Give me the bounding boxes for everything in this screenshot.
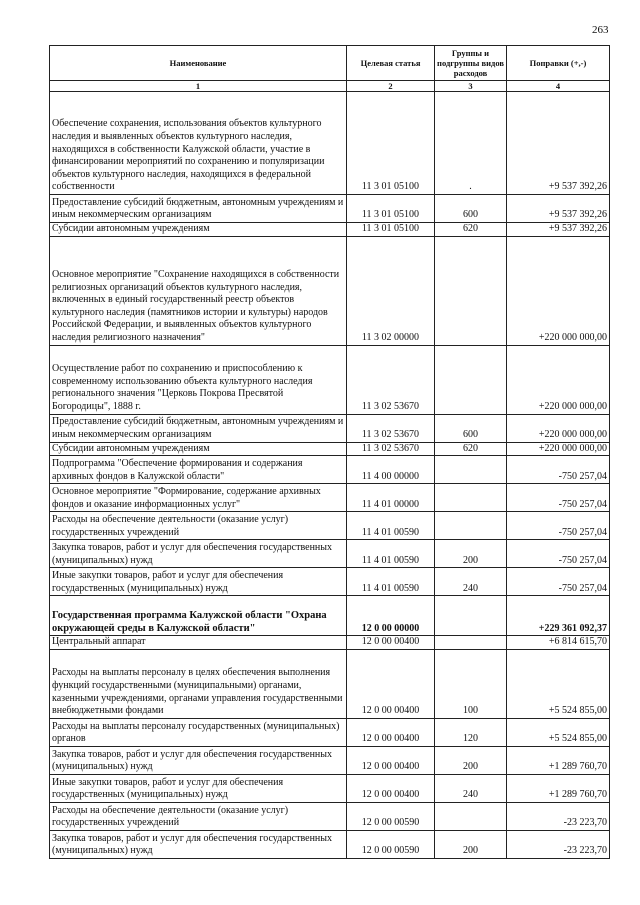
page-number: 263 xyxy=(592,24,609,36)
row-amount: -750 257,04 xyxy=(507,456,610,484)
row-name: Обеспечение сохранения, использования объектов культурного наследия и выявленных объектов культурного наследия, находящихся в собственности Калужской области, участие в финансировании мероприятий по сохранению и популяризации объектов культурного наследия, находящихся в федеральной собственности xyxy=(50,92,347,195)
table-row xyxy=(50,345,610,414)
row-amount: +1 289 760,70 xyxy=(507,746,610,774)
row-name: Закупка товаров, работ и услуг для обеспечения государственных (муниципальных) нужд xyxy=(50,540,347,568)
row-name: Расходы на обеспечение деятельности (оказание услуг) государственных учреждений xyxy=(50,512,347,540)
row-target-code: 12 0 00 00400 xyxy=(347,718,435,746)
header-target: Целевая статья xyxy=(347,46,435,81)
row-name: Расходы на выплаты персоналу государственных (муниципальных) органов xyxy=(50,718,347,746)
column-number-row xyxy=(50,81,610,92)
col-number-1: 1 xyxy=(50,81,347,92)
row-amount: +229 361 092,37 xyxy=(507,596,610,636)
table-row xyxy=(50,456,610,484)
row-target-code: 12 0 00 00590 xyxy=(347,802,435,830)
row-group: 240 xyxy=(435,774,507,802)
row-target-code: 11 3 01 05100 xyxy=(347,92,435,195)
row-target-code: 12 0 00 00400 xyxy=(347,636,435,650)
table-row xyxy=(50,236,610,345)
header-name: Наименование xyxy=(50,46,347,81)
row-target-code: 12 0 00 00400 xyxy=(347,774,435,802)
row-target-code: 11 3 02 53670 xyxy=(347,345,435,414)
row-group: 120 xyxy=(435,718,507,746)
table-row xyxy=(50,442,610,456)
table-row xyxy=(50,649,610,718)
row-group xyxy=(435,456,507,484)
row-group xyxy=(435,512,507,540)
row-target-code: 12 0 00 00590 xyxy=(347,830,435,858)
row-target-code: 11 4 01 00590 xyxy=(347,568,435,596)
row-target-code: 11 3 01 05100 xyxy=(347,195,435,223)
row-group: 620 xyxy=(435,442,507,456)
row-amount: -750 257,04 xyxy=(507,568,610,596)
row-name: Иные закупки товаров, работ и услуг для обеспечения государственных (муниципальных) нужд xyxy=(50,568,347,596)
row-amount: +220 000 000,00 xyxy=(507,442,610,456)
table-row xyxy=(50,802,610,830)
row-amount: +220 000 000,00 xyxy=(507,414,610,442)
row-amount: +220 000 000,00 xyxy=(507,345,610,414)
row-group xyxy=(435,484,507,512)
header-groups: Группы и подгруппы видов расходов xyxy=(435,46,507,81)
row-name: Расходы на обеспечение деятельности (оказание услуг) государственных учреждений xyxy=(50,802,347,830)
header-amendments: Поправки (+,-) xyxy=(507,46,610,81)
col-number-4: 4 xyxy=(507,81,610,92)
row-group xyxy=(435,802,507,830)
header-row xyxy=(50,46,610,81)
table-row xyxy=(50,718,610,746)
table-row xyxy=(50,223,610,237)
row-amount: +9 537 392,26 xyxy=(507,195,610,223)
row-group: 200 xyxy=(435,746,507,774)
table-row xyxy=(50,92,610,195)
row-name: Основное мероприятие "Сохранение находящихся в собственности религиозных организаций объектов культурного наследия, включенных в единый государственный реестр объектов культурного наследия (памятников истории и культуры) народов Российской Федерации, и выявленных объектов культурного наследия религиозного назначения" xyxy=(50,236,347,345)
table-row xyxy=(50,195,610,223)
row-amount: -750 257,04 xyxy=(507,512,610,540)
row-group: 200 xyxy=(435,830,507,858)
row-name: Субсидии автономным учреждениям xyxy=(50,223,347,237)
row-amount: +220 000 000,00 xyxy=(507,236,610,345)
row-target-code: 11 3 02 53670 xyxy=(347,414,435,442)
row-name: Осуществление работ по сохранению и приспособлению к современному использованию объекта культурного наследия регионального значения "Церковь Покрова Пресвятой Богородицы", 1888 г. xyxy=(50,345,347,414)
table-row xyxy=(50,484,610,512)
row-target-code: 11 4 01 00590 xyxy=(347,540,435,568)
row-amount: +6 814 615,70 xyxy=(507,636,610,650)
row-group xyxy=(435,596,507,636)
row-group: . xyxy=(435,92,507,195)
row-group: 100 xyxy=(435,649,507,718)
row-amount: +9 537 392,26 xyxy=(507,223,610,237)
row-amount: -750 257,04 xyxy=(507,484,610,512)
row-target-code: 11 4 00 00000 xyxy=(347,456,435,484)
row-name: Закупка товаров, работ и услуг для обеспечения государственных (муниципальных) нужд xyxy=(50,746,347,774)
table-row xyxy=(50,774,610,802)
row-target-code: 12 0 00 00000 xyxy=(347,596,435,636)
row-amount: -23 223,70 xyxy=(507,830,610,858)
row-name: Основное мероприятие "Формирование, содержание архивных фондов и оказание информационных услуг" xyxy=(50,484,347,512)
table-row xyxy=(50,830,610,858)
row-group: 200 xyxy=(435,540,507,568)
row-name: Подпрограмма "Обеспечение формирования и содержания архивных фондов в Калужской области" xyxy=(50,456,347,484)
row-group xyxy=(435,236,507,345)
row-name: Государственная программа Калужской области "Охрана окружающей среды в Калужской области" xyxy=(50,596,347,636)
row-group: 600 xyxy=(435,414,507,442)
row-amount: -750 257,04 xyxy=(507,540,610,568)
table-row xyxy=(50,414,610,442)
row-name: Центральный аппарат xyxy=(50,636,347,650)
row-target-code: 12 0 00 00400 xyxy=(347,746,435,774)
row-amount: -23 223,70 xyxy=(507,802,610,830)
row-group: 600 xyxy=(435,195,507,223)
col-number-2: 2 xyxy=(347,81,435,92)
col-number-3: 3 xyxy=(435,81,507,92)
row-target-code: 11 3 02 53670 xyxy=(347,442,435,456)
row-group xyxy=(435,345,507,414)
row-name: Закупка товаров, работ и услуг для обеспечения государственных (муниципальных) нужд xyxy=(50,830,347,858)
row-target-code: 11 3 02 00000 xyxy=(347,236,435,345)
row-name: Расходы на выплаты персоналу в целях обеспечения выполнения функций государственными (муниципальными) органами, казенными учреждениями, органами управления государственными внебюджетными фондами xyxy=(50,649,347,718)
table-row xyxy=(50,746,610,774)
row-group xyxy=(435,636,507,650)
table-row xyxy=(50,636,610,650)
row-name: Предоставление субсидий бюджетным, автономным учреждениям и иным некоммерческим организациям xyxy=(50,195,347,223)
row-amount: +5 524 855,00 xyxy=(507,718,610,746)
row-name: Предоставление субсидий бюджетным, автономным учреждениям и иным некоммерческим организациям xyxy=(50,414,347,442)
row-group: 620 xyxy=(435,223,507,237)
row-target-code: 11 3 01 05100 xyxy=(347,223,435,237)
row-name: Иные закупки товаров, работ и услуг для обеспечения государственных (муниципальных) нужд xyxy=(50,774,347,802)
table-row xyxy=(50,512,610,540)
table-row xyxy=(50,540,610,568)
table-row xyxy=(50,568,610,596)
table-row xyxy=(50,596,610,636)
row-target-code: 11 4 01 00590 xyxy=(347,512,435,540)
row-target-code: 12 0 00 00400 xyxy=(347,649,435,718)
row-amount: +9 537 392,26 xyxy=(507,92,610,195)
row-group: 240 xyxy=(435,568,507,596)
budget-table xyxy=(49,45,610,859)
row-name: Субсидии автономным учреждениям xyxy=(50,442,347,456)
row-amount: +5 524 855,00 xyxy=(507,649,610,718)
row-target-code: 11 4 01 00000 xyxy=(347,484,435,512)
row-amount: +1 289 760,70 xyxy=(507,774,610,802)
